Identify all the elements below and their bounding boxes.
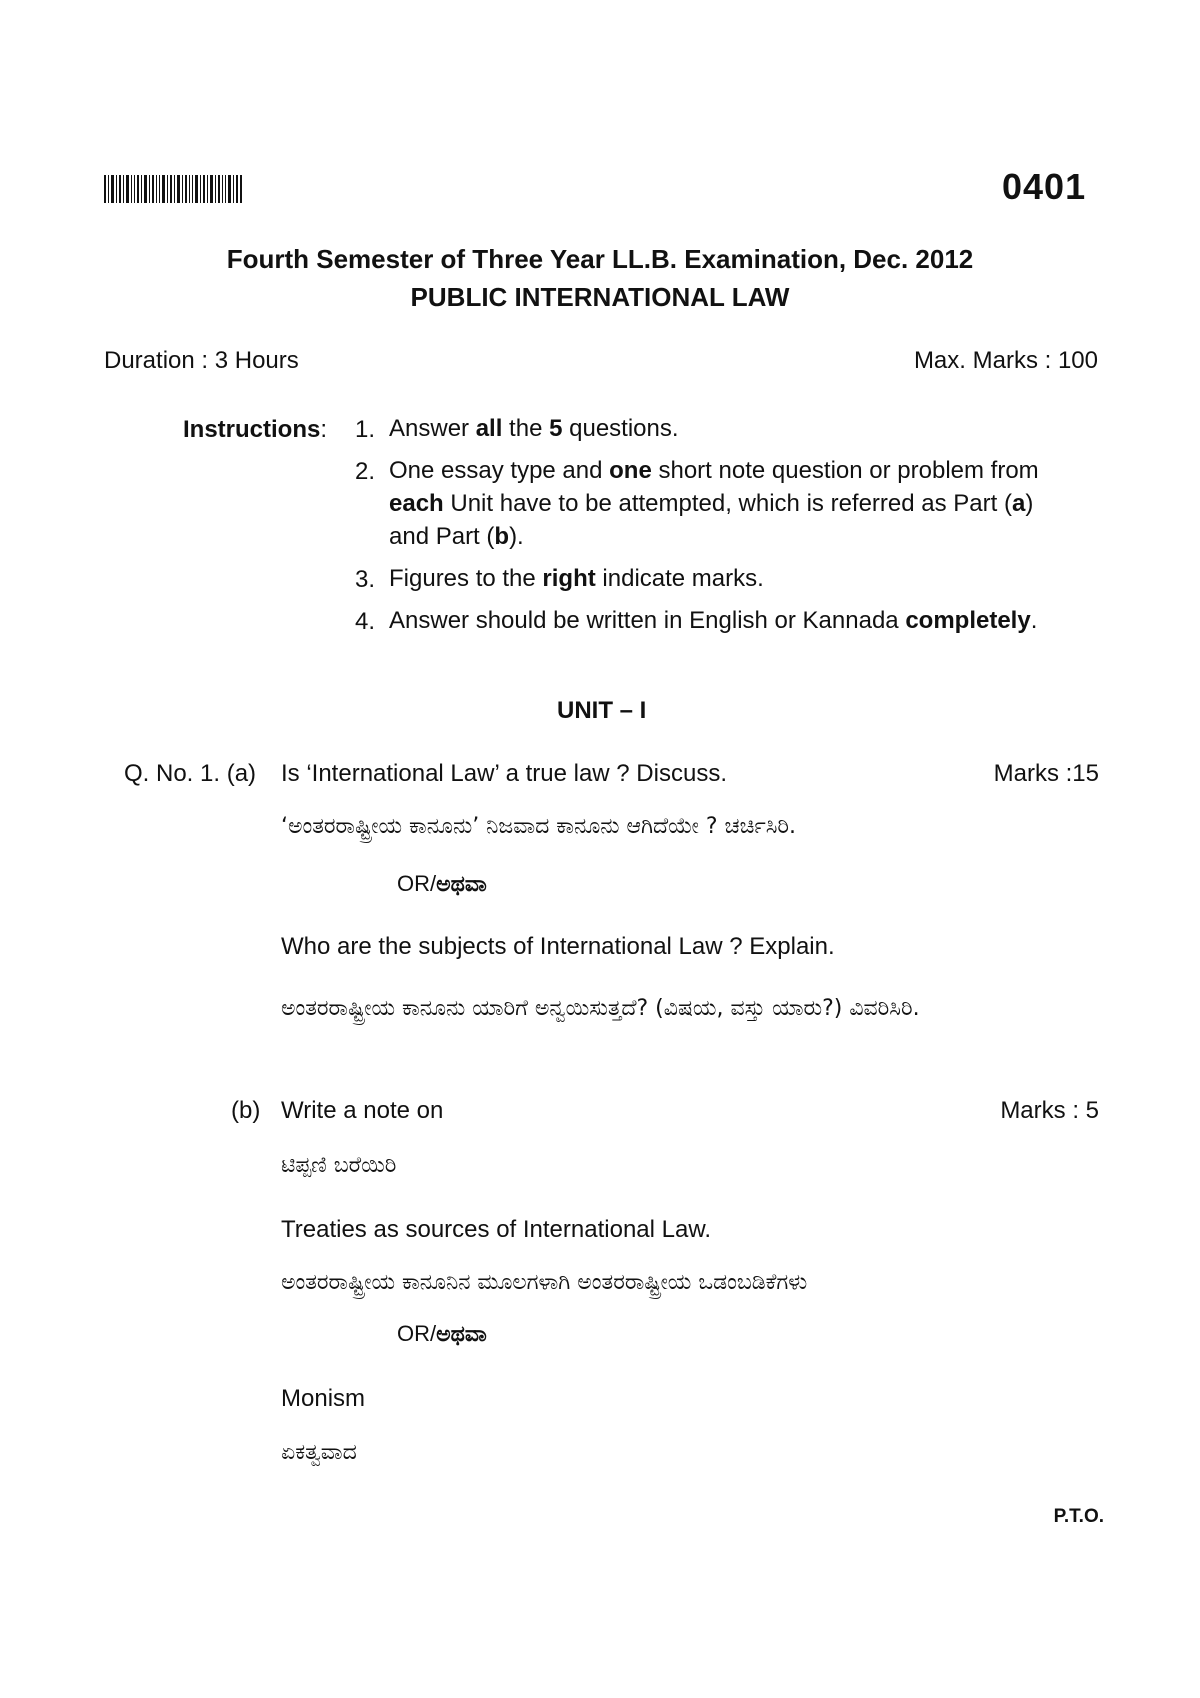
question-1b-kannada: ಟಿಪ್ಪಣಿ ಬರೆಯಿರಿ — [281, 1153, 397, 1178]
instruction-number: 4. — [355, 608, 376, 635]
instructions-heading: Instructions — [183, 416, 321, 443]
max-marks: Max. Marks : 100 — [913, 347, 1098, 374]
question-1b-topic: Treaties as sources of International Law. — [281, 1216, 712, 1243]
question-1a-text: Is ‘International Law’ a true law ? Discuss. — [281, 760, 727, 787]
unit-heading: UNIT – I — [557, 697, 647, 724]
paper-code: 0401 — [1002, 166, 1087, 207]
question-1a-marks: Marks :15 — [993, 760, 1099, 787]
question-1a-alt-text: Who are the subjects of International Law ? Explain. — [281, 933, 835, 960]
question-1b-marks: Marks : 5 — [1000, 1097, 1099, 1124]
instruction-item: One essay type and one short note question or problem from each Unit have to be attempted, which is referred as Part (a) and Part (b). — [389, 457, 1039, 550]
instruction-number: 2. — [355, 458, 376, 485]
question-1b-topic-kannada: ಅಂತರರಾಷ್ಟ್ರೀಯ ಕಾನೂನಿನ ಮೂಲಗಳಾಗಿ ಅಂತರರಾಷ್ಟ್ರೀಯ ಒಡಂಬಡಿಕೆಗಳು — [281, 1270, 808, 1295]
instruction-number: 1. — [355, 416, 376, 443]
instruction-number: 3. — [355, 566, 376, 593]
pto-marker: P.T.O. — [1053, 1506, 1104, 1527]
question-label: Q. No. 1. (a) — [124, 760, 257, 787]
instructions-label — [183, 416, 327, 444]
question-1b-alt-text: Monism — [281, 1385, 366, 1412]
or-separator: OR/ಅಥವಾ — [397, 1321, 487, 1347]
or-separator: OR/ಅಥವಾ — [397, 871, 487, 897]
instructions-separator: : — [320, 416, 328, 443]
question-1a-kannada: ‘ಅಂತರರಾಷ್ಟ್ರೀಯ ಕಾನೂನು’ ನಿಜವಾದ ಕಾನೂನು ಆಗಿದೆಯೇ ? ಚರ್ಚಿಸಿರಿ. — [281, 814, 797, 839]
barcode — [104, 175, 242, 203]
duration: Duration : 3 Hours — [104, 347, 299, 374]
question-1b-label: (b) — [231, 1097, 261, 1124]
instruction-item: Figures to the right indicate marks. — [389, 565, 764, 592]
instruction-item: Answer should be written in English or Kannada completely. — [389, 607, 1038, 634]
question-1a-alt-kannada: ಅಂತರರಾಷ್ಟ್ರೀಯ ಕಾನೂನು ಯಾರಿಗೆ ಅನ್ವಯಿಸುತ್ತದೆ? (ವಿಷಯ, ವಸ್ತು ಯಾರು?) ವಿವರಿಸಿರಿ. — [281, 996, 920, 1021]
question-1b-alt-kannada: ಏಕತ್ವವಾದ — [281, 1440, 357, 1465]
question-1b-text: Write a note on — [281, 1097, 444, 1124]
subject-title: PUBLIC INTERNATIONAL LAW — [410, 282, 790, 312]
exam-title: Fourth Semester of Three Year LL.B. Examination, Dec. 2012 — [226, 244, 974, 274]
instruction-item: Answer all the 5 questions. — [389, 415, 679, 442]
